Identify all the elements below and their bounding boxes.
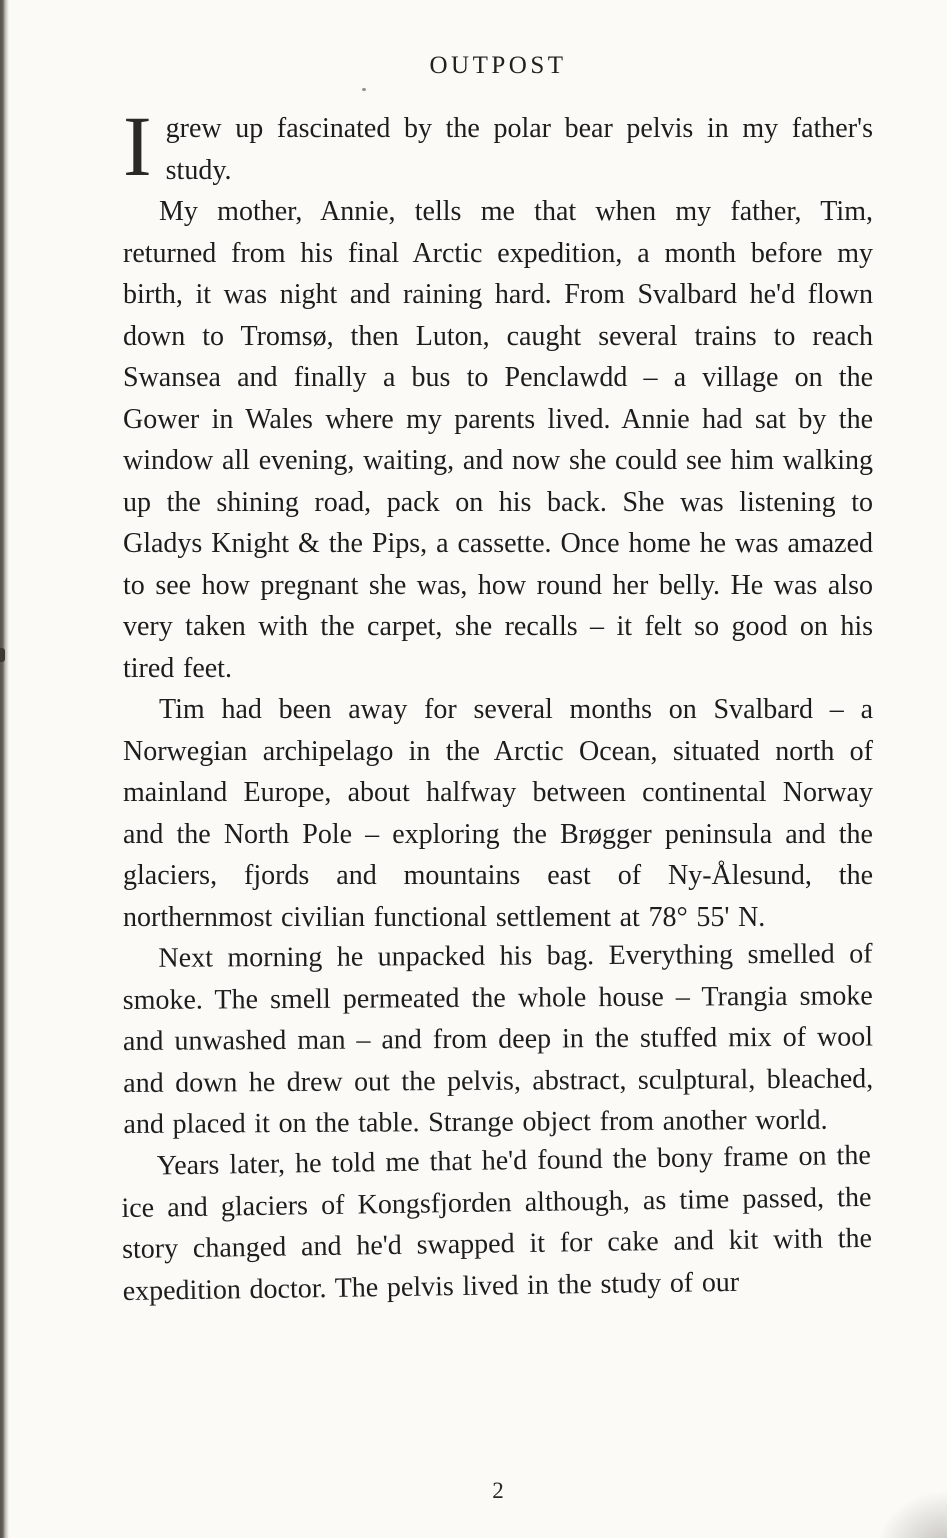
body-text [121, 98, 874, 1312]
page-number: 2 [492, 1478, 504, 1503]
scan-speck [362, 88, 366, 91]
drop-cap: I [123, 98, 152, 194]
scan-corner-smudge [875, 1490, 947, 1538]
paragraph: Years later, he told me that he'd found the bony frame on the ice and glaciers of Kongsfjorden although, as time passed, the story changed and he'd swapped it for cake and kit with the expedition doctor. The pelvis lived in the study of our [121, 1139, 873, 1307]
opening-text: grew up fascinated by the polar bear pelvis in my father's study. [165, 113, 873, 186]
running-header: OUTPOST [429, 52, 567, 79]
paragraph-opening [123, 98, 873, 194]
paragraph: My mother, Annie, tells me that when my father, Tim, returned from his final Arctic expedition, a month before my birth, it was night and raining hard. From Svalbard he'd flown down to Tromsø, then Luton, caught several trains to reach Swansea and finally a bus to Penclawdd – a village on the Gower in Wales where my parents lived. Annie had sat by the window all evening, waiting, and now she could see him walking up the shining road, pack on his back. She was listening to Gladys Knight & the Pips, a cassette. Once home he was amazed to see how pregnant she was, how round her belly. He was also very taken with the carpet, she recalls – it felt so good on his tired feet. [123, 196, 873, 684]
paragraph: Tim had been away for several months on Svalbard – a Norwegian archipelago in the Arctic Ocean, situated north of mainland Europe, about halfway between continental Norway and the North Pole – exploring the Brøgger peninsula and the glaciers, fjords and mountains east of Ny-Ålesund, the northernmost civilian functional settlement at 78° 55' N. [123, 694, 873, 933]
page-binding-edge [0, 0, 9, 1538]
scan-edge-mark [0, 648, 5, 662]
paragraph: Next morning he unpacked his bag. Everything smelled of smoke. The smell permeated the whole house – Trangia smoke and unwashed man – and from deep in the stuffed mix of wool and down he drew out the pelvis, abstract, sculptural, bleached, and placed it on the table. Strange object from another world. [122, 938, 874, 1140]
